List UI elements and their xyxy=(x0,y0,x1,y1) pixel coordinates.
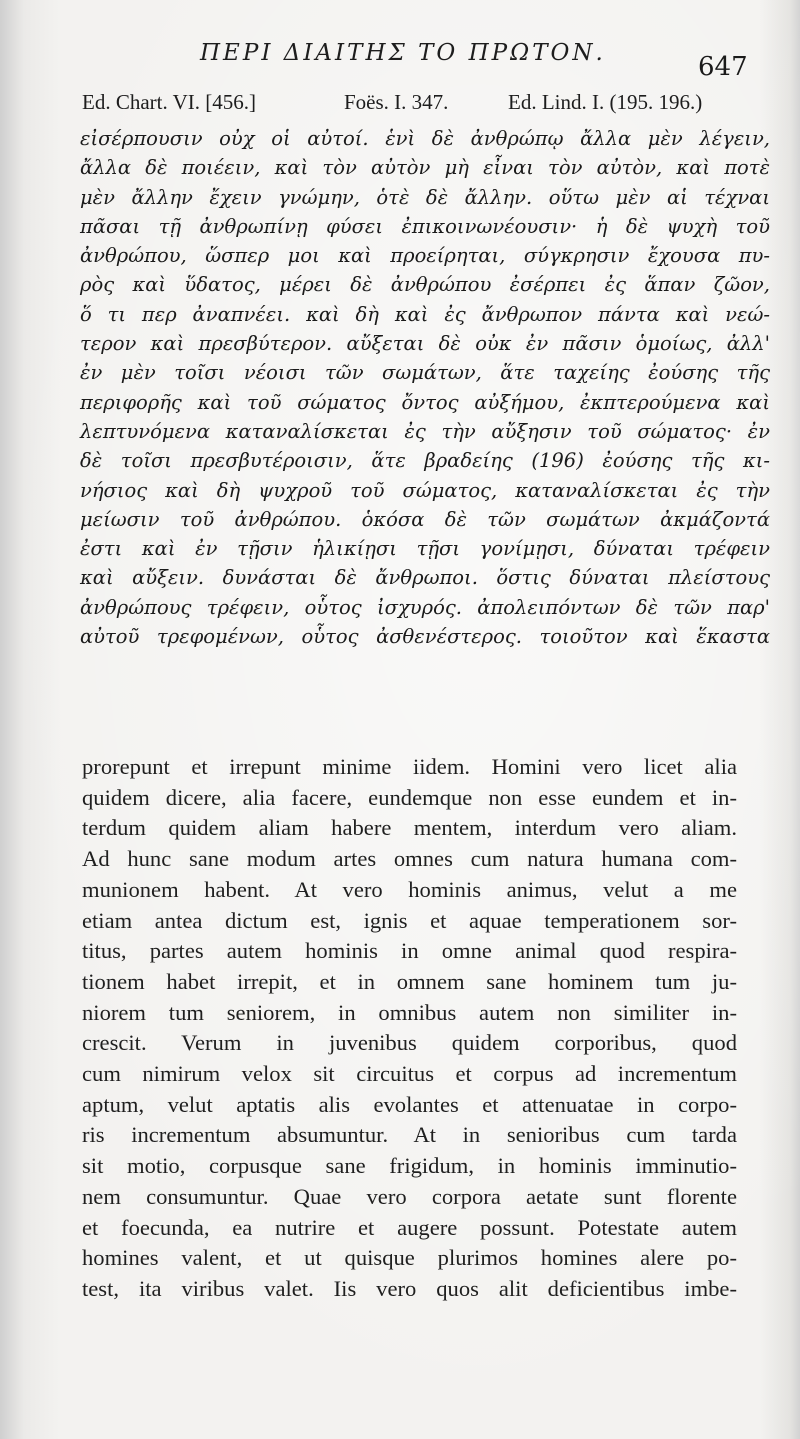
latin-line: munionem habent. At vero hominis animus, velut a me xyxy=(82,876,737,902)
greek-line: εἰσέρπουσιν οὐχ οἱ αὐτοί. ἑνὶ δὲ ἀνθρώπῳ ἄλλα μὲν λέγειν, xyxy=(80,127,770,150)
latin-line: aptum, velut aptatis alis evolantes et attenuatae in corpo- xyxy=(82,1091,737,1117)
latin-line: homines valent, et ut quisque plurimos homines alere po- xyxy=(82,1245,737,1271)
linden-edition-reference: Ed. Lind. I. (195. 196.) xyxy=(508,90,703,114)
greek-text-block xyxy=(80,124,770,651)
latin-line: nem consumuntur. Quae vero corpora aetate sunt florente xyxy=(82,1183,737,1209)
latin-line: ris incrementum absumuntur. At in senioribus cum tarda xyxy=(82,1122,737,1148)
chartier-edition-reference: Ed. Chart. VI. [456.] xyxy=(82,90,256,114)
latin-line: niorem tum seniorem, in omnibus autem non similiter in- xyxy=(82,999,737,1025)
greek-line: ἀνθρώπους τρέφειν, οὗτος ἰσχυρός. ἀπολειπόντων δὲ τῶν παρ' xyxy=(80,595,770,619)
greek-line: ἐν μὲν τοῖσι νέοισι τῶν σωμάτων, ἅτε ταχείης ἐούσης τῆς xyxy=(80,361,770,385)
greek-line: ὅ τι περ ἀναπνέει. καὶ δὴ καὶ ἐς ἄνθρωπον πάντα καὶ νεώ- xyxy=(80,302,770,326)
latin-line: crescit. Verum in juvenibus quidem corporibus, quod xyxy=(82,1030,737,1056)
latin-line: etiam antea dictum est, ignis et aquae temperationem sor- xyxy=(82,907,737,933)
greek-line: πᾶσαι τῇ ἀνθρωπίνῃ φύσει ἐπικοινωνέουσιν· ἡ δὲ ψυχὴ τοῦ xyxy=(80,214,770,238)
greek-line: περιφορῆς καὶ τοῦ σώματος ὄντος αὐξήμου, ἐκπτερούμενα καὶ xyxy=(80,390,770,414)
greek-line: νήσιος καὶ δὴ ψυχροῦ τοῦ σώματος, καταναλίσκεται ἐς τὴν xyxy=(80,478,770,502)
latin-line: cum nimirum velox sit circuitus et corpus ad incrementum xyxy=(82,1061,737,1087)
latin-line: quidem dicere, alia facere, eundemque non esse eundem et in- xyxy=(82,784,737,810)
latin-line: prorepunt et irrepunt minime iidem. Homini vero licet alia xyxy=(82,754,737,779)
greek-line: ἐστι καὶ ἐν τῇσιν ἡλικίῃσι τῇσι γονίμῃσι, δύναται τρέφειν xyxy=(80,537,770,561)
latin-line: titus, partes autem hominis in omne animal quod respira- xyxy=(82,938,737,964)
latin-line: terdum quidem aliam habere mentem, interdum vero aliam. xyxy=(82,815,737,841)
latin-line: Ad hunc sane modum artes omnes cum natura humana com- xyxy=(82,846,737,872)
latin-line: tionem habet irrepit, et in omnem sane hominem tum ju- xyxy=(82,968,737,994)
latin-line: et foecunda, ea nutrire et augere possunt. Potestate autem xyxy=(82,1214,737,1240)
latin-line: sit motio, corpusque sane frigidum, in hominis imminutio- xyxy=(82,1153,737,1179)
greek-line: καὶ αὔξειν. δυνάσται δὲ ἄνθρωποι. ὅστις δύναται πλείστους xyxy=(80,566,770,590)
greek-line: μὲν ἄλλην ἔχειν γνώμην, ὁτὲ δὲ ἄλλην. οὕτω μὲν αἱ τέχναι xyxy=(80,185,770,209)
greek-line: ἄλλα δὲ ποιέειν, καὶ τὸν αὐτὸν μὴ εἶναι τὸν αὐτὸν, καὶ ποτὲ xyxy=(80,156,770,180)
greek-line: δὲ τοῖσι πρεσβυτέροισιν, ἅτε βραδείης (196) ἐούσης τῆς κι- xyxy=(80,449,770,473)
latin-line: test, ita viribus valet. Iis vero quos alit deficientibus imbe- xyxy=(82,1275,737,1301)
greek-line: αὐτοῦ τρεφομένων, οὗτος ἀσθενέστερος. τοιοῦτον καὶ ἕκαστα xyxy=(80,625,770,649)
foes-edition-reference: Foës. I. 347. xyxy=(344,90,449,114)
latin-translation-block xyxy=(82,752,737,1305)
greek-line: ἀνθρώπου, ὥσπερ μοι καὶ προείρηται, σύγκρησιν ἔχουσα πυ- xyxy=(80,244,770,268)
page-number: 647 xyxy=(698,52,748,82)
greek-line: λεπτυνόμενα καταναλίσκεται ἐς τὴν αὔξησιν τοῦ σώματος· ἐν xyxy=(80,419,770,443)
greek-line: ρὸς καὶ ὕδατος, μέρει δὲ ἀνθρώπου ἐσέρπει ἐς ἅπαν ζῶον, xyxy=(80,273,770,297)
edition-references xyxy=(82,90,772,116)
running-title: ΠΕΡΙ ΔΙΑΙΤΗΣ ΤΟ ΠΡΩΤΟΝ. xyxy=(200,40,606,66)
greek-line: μείωσιν τοῦ ἀνθρώπου. ὁκόσα δὲ τῶν σωμάτων ἀκμάζοντά xyxy=(80,507,770,531)
greek-line: τερον καὶ πρεσβύτερον. αὔξεται δὲ οὐκ ἐν πᾶσιν ὁμοίως, ἀλλ' xyxy=(80,332,770,356)
